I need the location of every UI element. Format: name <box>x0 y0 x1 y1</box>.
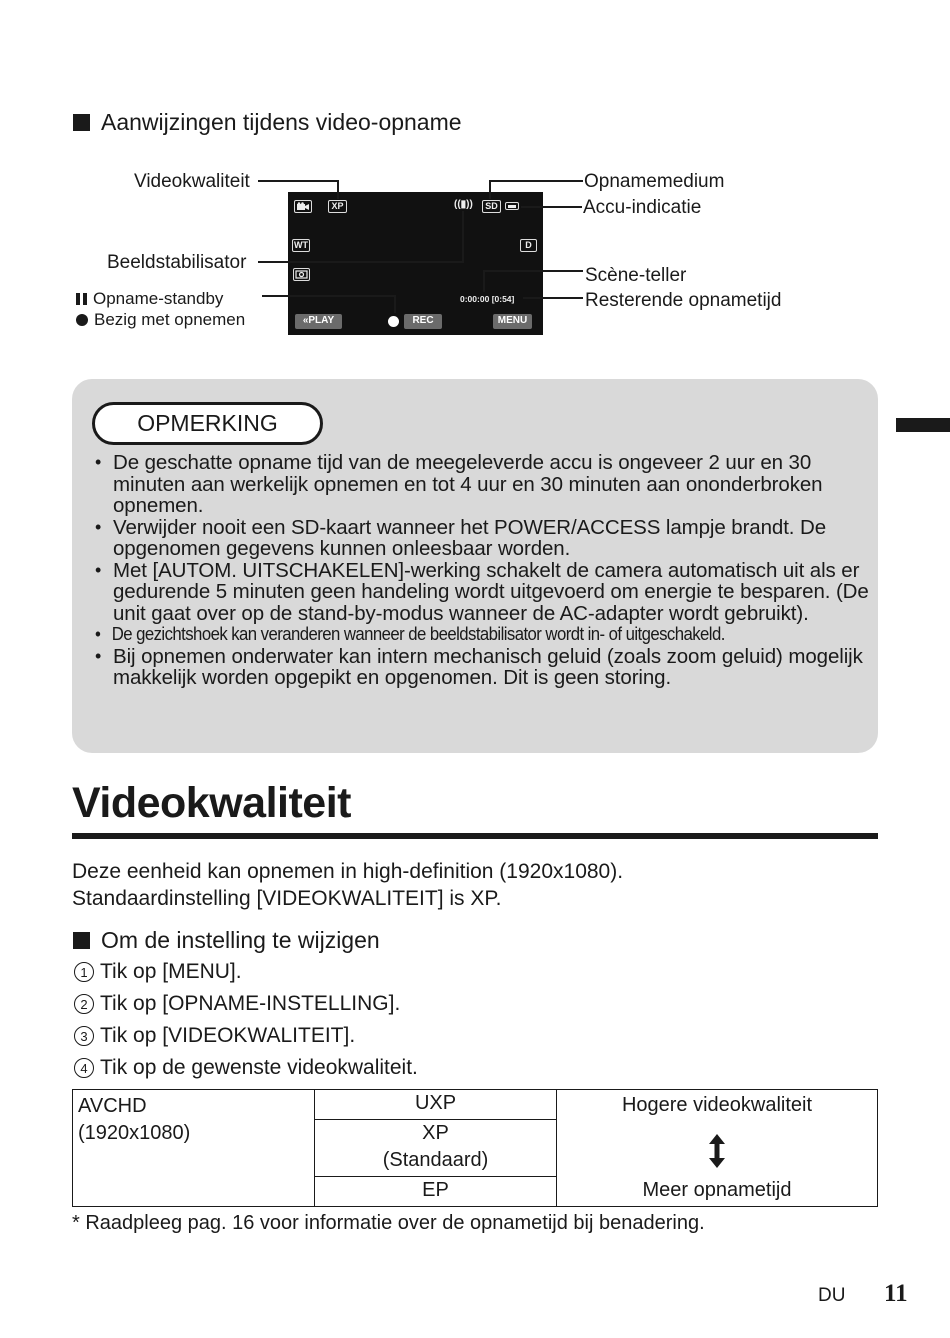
step-2 <box>74 992 400 1016</box>
callout-medium: Opnamemedium <box>584 171 725 192</box>
option-xp-label: XP <box>422 1122 449 1144</box>
title-rule <box>72 833 878 839</box>
d-icon[interactable]: D <box>520 239 537 252</box>
footnote: * Raadpleeg pag. 16 voor informatie over de opnametijd bij benadering. <box>72 1212 705 1234</box>
wt-icon[interactable]: WT <box>294 240 308 250</box>
line-scene-counter <box>484 271 583 292</box>
play-chevron-icon: « <box>302 315 309 326</box>
line-stabilizer <box>258 211 463 262</box>
note-title: OPMERKING <box>92 402 323 445</box>
up-down-arrow-icon <box>557 1134 877 1168</box>
stabilizer-icon: ((▮)) <box>454 199 473 210</box>
note-item: • De geschatte opname tijd van de meegeleverde accu is ongeveer 2 uur en 30 minuten aan werkelijk opnemen en tot 4 uur en 30 minuten aan ononderbroken opnemen. <box>95 452 870 517</box>
option-xp-default: (Standaard) <box>382 1149 489 1171</box>
step-number-icon: 3 <box>74 1026 94 1046</box>
callout-stabilizer: Beeldstabilisator <box>107 252 247 273</box>
line-status <box>262 296 395 313</box>
callout-battery: Accu-indicatie <box>583 197 702 218</box>
callout-standby-text: Opname-standby <box>93 289 224 308</box>
note-item: • Bij opnemen onderwater kan intern mechanisch geluid (zoals zoom geluid) mogelijk makkelijk worden opgepikt en opgenomen. Dit is geen storing. <box>95 646 870 689</box>
option-xp <box>315 1120 557 1177</box>
quality-icon: XP <box>328 200 347 213</box>
intro-line-1: Deze eenheid kan opnemen in high-definition (1920x1080). <box>72 860 624 883</box>
section-heading-text: Om de instelling te wijzigen <box>101 927 380 953</box>
note-list <box>95 452 870 689</box>
section-heading-text: Aanwijzingen tijdens video-opname <box>101 109 462 135</box>
step-1 <box>74 960 242 984</box>
format-cell <box>73 1090 315 1207</box>
note-item: • Met [AUTOM. UITSCHAKELEN]-werking schakelt de camera automatisch uit als er gedurende 5 minuten geen handeling wordt uitgevoerd om energie te besparen. (De unit gaat over op de stand-by-modus wanneer de AC-adapter wordt gebruikt). <box>95 560 870 625</box>
page-title: Videokwaliteit <box>72 779 351 827</box>
callout-video-quality: Videokwaliteit <box>134 171 250 192</box>
callout-remaining-time: Resterende opnametijd <box>585 290 782 311</box>
scene-counter-value: 0:00:00 <box>460 294 490 304</box>
menu-button[interactable]: MENU <box>493 314 532 329</box>
line-medium <box>490 181 583 199</box>
page-number: 11 <box>884 1280 908 1307</box>
intro-line-2: Standaardinstelling [VIDEOKWALITEIT] is XP. <box>72 887 502 910</box>
more-time-label: Meer opnametijd <box>642 1179 792 1201</box>
option-ep: EP <box>315 1177 557 1207</box>
callout-scene-counter: Scène-teller <box>585 265 687 286</box>
step-text: Tik op de gewenste videokwaliteit. <box>100 1056 418 1079</box>
media-icon: SD <box>482 200 501 213</box>
note-item: • De gezichtshoek kan veranderen wanneer de beeldstabilisator wordt in- of uitgeschakeld. <box>95 624 873 646</box>
side-tab-marker <box>896 418 950 432</box>
format-resolution: (1920x1080) <box>78 1122 191 1144</box>
note-item: • Verwijder nooit een SD-kaart wanneer het POWER/ACCESS lampje brandt. De opgenomen gegevens kunnen onleesbaar worden. <box>95 517 870 560</box>
step-3 <box>74 1024 355 1048</box>
rec-button[interactable]: REC <box>404 314 442 329</box>
step-number-icon: 2 <box>74 994 94 1014</box>
step-number-icon: 1 <box>74 962 94 982</box>
step-text: Tik op [VIDEOKWALITEIT]. <box>100 1024 356 1047</box>
footer-language: DU <box>818 1285 846 1306</box>
step-text: Tik op [OPNAME-INSTELLING]. <box>100 992 401 1015</box>
step-text: Tik op [MENU]. <box>100 960 242 983</box>
quality-scale-cell <box>557 1090 878 1207</box>
section-heading-change-setting <box>73 929 380 952</box>
callout-lines <box>0 0 950 360</box>
step-4 <box>74 1056 418 1080</box>
option-uxp: UXP <box>315 1090 557 1120</box>
quality-table <box>72 1089 878 1207</box>
play-button-label: PLAY <box>308 315 335 326</box>
format-name: AVCHD <box>78 1095 147 1117</box>
remaining-time-value: [0:54] <box>491 294 515 304</box>
step-number-icon: 4 <box>74 1058 94 1078</box>
callout-recording-text: Bezig met opnemen <box>94 310 246 329</box>
square-bullet-icon <box>73 932 90 949</box>
higher-quality-label: Hogere videokwaliteit <box>621 1094 813 1116</box>
line-video-quality <box>258 181 338 199</box>
